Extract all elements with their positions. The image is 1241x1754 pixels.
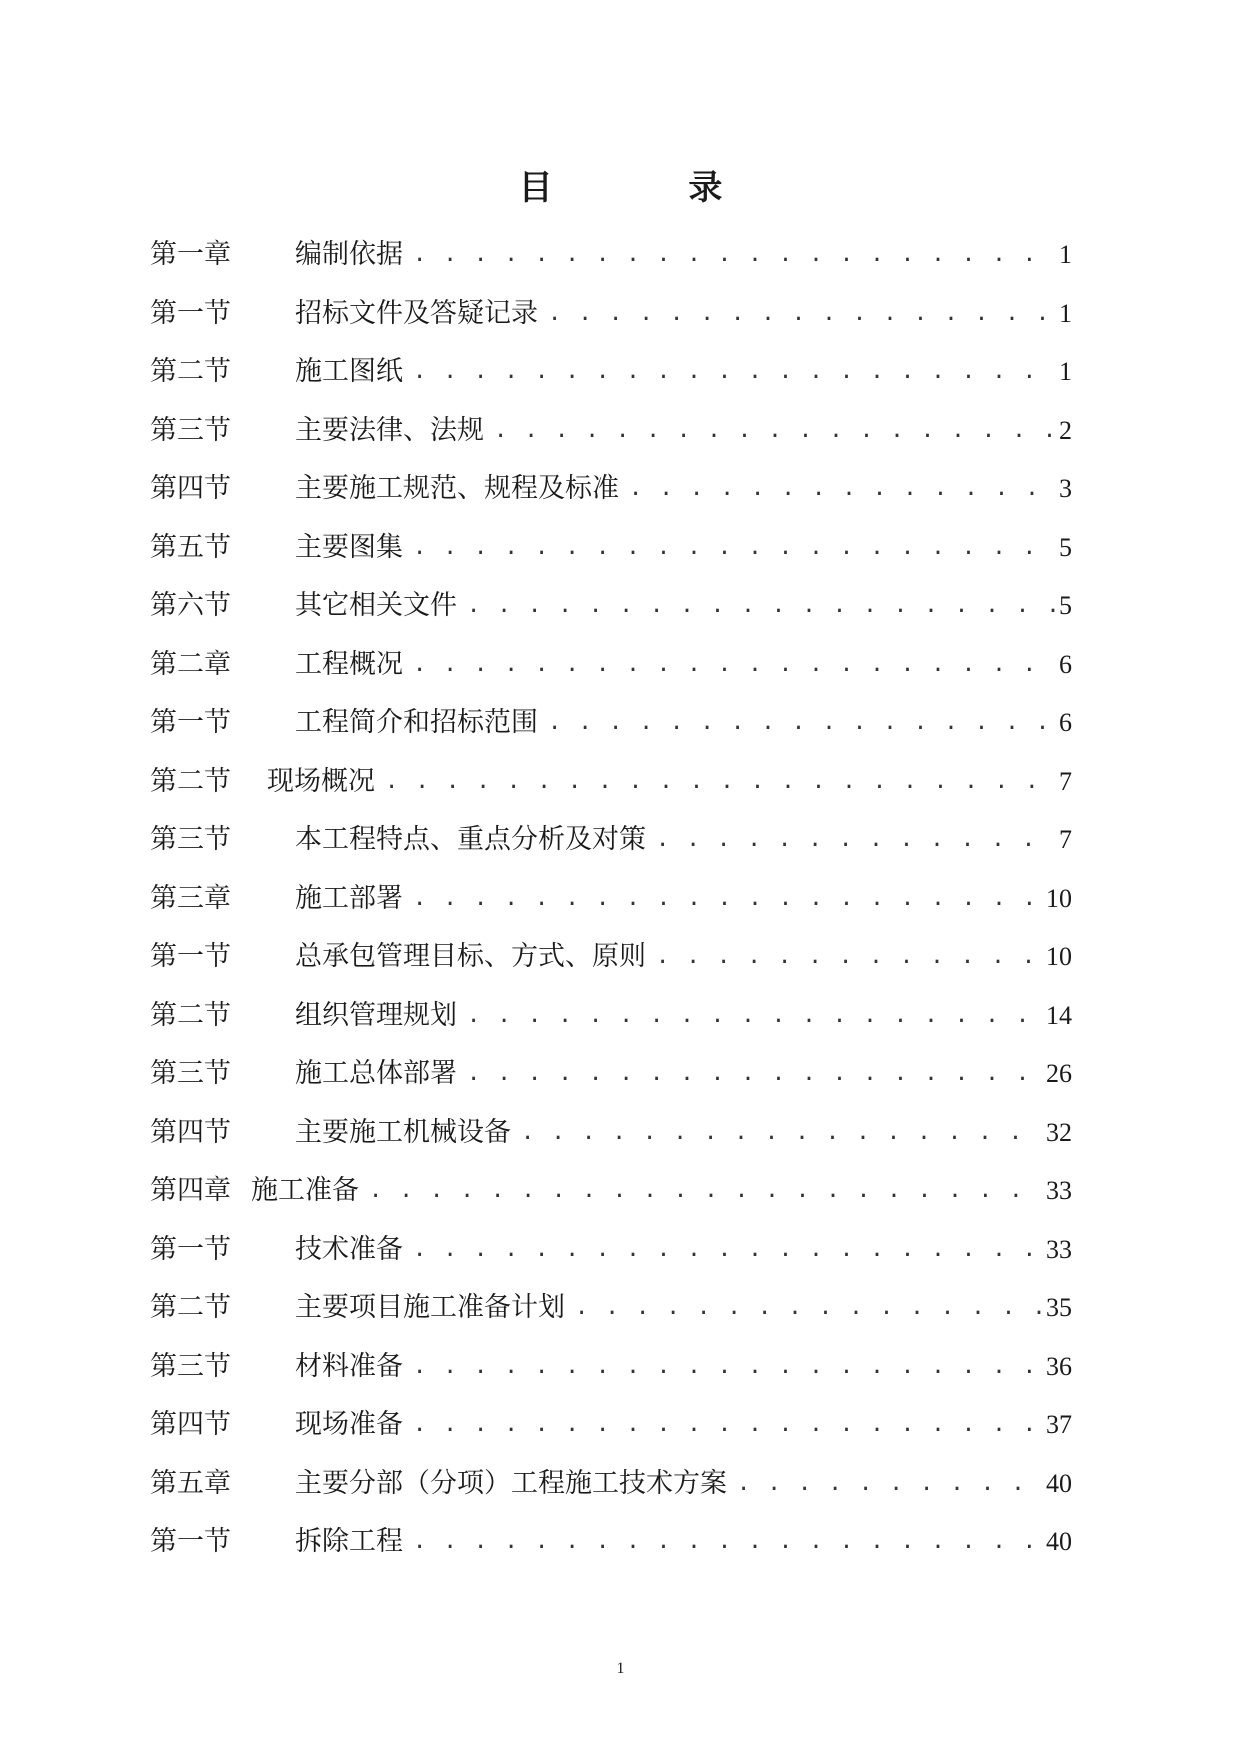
toc-entry-title: 工程简介和招标范围 (295, 707, 538, 738)
toc-entry-number: 第二节 (150, 765, 231, 797)
toc-entry-title: 现场准备 (295, 1409, 403, 1440)
toc-entry[interactable] (150, 767, 1072, 826)
toc-entry-title: 主要项目施工准备计划 (295, 1292, 565, 1323)
dot-leader (413, 1410, 1042, 1440)
toc-entry[interactable] (150, 1235, 1072, 1294)
toc-entry-title: 技术准备 (295, 1233, 403, 1265)
toc-entry-page: 33 (1046, 1176, 1072, 1205)
toc-entry[interactable] (150, 825, 1072, 884)
toc-entry[interactable] (150, 416, 1072, 475)
dot-leader (494, 416, 1055, 446)
toc-entry-title: 施工准备 (251, 1175, 359, 1206)
toc-entry-number: 第三章 (150, 882, 231, 914)
toc-entry-number: 第三节 (150, 824, 231, 855)
toc-entry-page: 7 (1059, 766, 1072, 796)
toc-entry-number: 第四节 (150, 1409, 231, 1440)
dot-leader (656, 825, 1055, 855)
toc-entry-number: 第四章 (150, 1175, 231, 1206)
dot-leader (467, 1001, 1042, 1031)
toc-entry-number: 第三节 (150, 1350, 231, 1382)
dot-leader (413, 1527, 1042, 1557)
toc-entry-page: 10 (1046, 942, 1072, 971)
toc-entry[interactable] (150, 708, 1072, 767)
toc-entry[interactable] (150, 1410, 1072, 1469)
toc-entry-title: 总承包管理目标、方式、原则 (295, 941, 646, 972)
toc-entry-number: 第四节 (150, 473, 231, 504)
toc-entry[interactable] (150, 357, 1072, 416)
dot-leader (548, 299, 1055, 329)
dot-leader (413, 650, 1055, 680)
toc-entry[interactable] (150, 1469, 1072, 1528)
toc-entry[interactable] (150, 474, 1072, 533)
toc-entry-title: 招标文件及答疑记录 (295, 297, 538, 329)
toc-entry-title: 施工总体部署 (295, 1058, 457, 1089)
toc-entry-title: 组织管理规划 (295, 999, 457, 1031)
toc-entry-page: 6 (1059, 708, 1072, 737)
dot-leader (413, 533, 1055, 563)
toc-entry-number: 第四节 (150, 1116, 231, 1148)
toc-entry-page: 40 (1046, 1468, 1072, 1498)
toc-entry[interactable] (150, 1059, 1072, 1118)
toc-entry-page: 40 (1046, 1527, 1072, 1556)
toc-entry-page: 1 (1059, 240, 1072, 269)
toc-entry-number: 第二章 (150, 648, 231, 680)
toc-entry-number: 第二节 (150, 356, 231, 387)
toc-entry-title: 拆除工程 (295, 1526, 403, 1557)
toc-entry-number: 第一节 (150, 297, 231, 329)
toc-entry-page: 5 (1059, 591, 1072, 620)
toc-entry[interactable] (150, 650, 1072, 709)
toc-entry-page: 7 (1059, 825, 1072, 854)
toc-entry-number: 第一章 (150, 239, 231, 270)
page-number: 1 (616, 1660, 625, 1677)
toc-entry[interactable] (150, 942, 1072, 1001)
toc-entry-page: 6 (1059, 649, 1072, 679)
toc-entry-page: 10 (1046, 883, 1072, 913)
toc-entry-page: 2 (1059, 415, 1072, 445)
toc-entry-number: 第三节 (150, 414, 231, 446)
toc-entry-title: 工程概况 (295, 648, 403, 680)
toc-entry-page: 33 (1046, 1234, 1072, 1264)
dot-leader (385, 767, 1055, 797)
toc-entry-page: 3 (1059, 474, 1072, 503)
toc-entry-title: 主要法律、法规 (295, 414, 484, 446)
toc-entry-page: 37 (1046, 1410, 1072, 1439)
toc-entry-page: 26 (1046, 1059, 1072, 1088)
toc-entry[interactable] (150, 1118, 1072, 1177)
toc-entry-title: 主要分部（分项）工程施工技术方案 (295, 1467, 727, 1499)
toc-entry-title: 主要图集 (295, 531, 403, 563)
dot-leader (548, 708, 1055, 738)
page-title: 目 录 (518, 168, 785, 208)
toc-entry-title: 其它相关文件 (295, 590, 457, 621)
toc-entry[interactable] (150, 1293, 1072, 1352)
toc-entry-title: 主要施工规范、规程及标准 (295, 473, 619, 504)
toc-entry[interactable] (150, 591, 1072, 650)
dot-leader (629, 474, 1055, 504)
toc-entry[interactable] (150, 240, 1072, 299)
dot-leader (413, 240, 1055, 270)
toc-entry-number: 第一节 (150, 707, 231, 738)
dot-leader (467, 1059, 1042, 1089)
toc-entry[interactable] (150, 1001, 1072, 1060)
toc-entry-title: 现场概况 (267, 765, 375, 797)
toc-entry[interactable] (150, 533, 1072, 592)
toc-entry-number: 第二节 (150, 1292, 231, 1323)
toc-entry-page: 36 (1046, 1351, 1072, 1381)
dot-leader (656, 942, 1042, 972)
toc-entry-title: 编制依据 (295, 239, 403, 270)
toc-entry-page: 32 (1046, 1117, 1072, 1147)
toc-entry-title: 主要施工机械设备 (295, 1116, 511, 1148)
toc-entry-number: 第三节 (150, 1058, 231, 1089)
toc-entry-title: 施工图纸 (295, 356, 403, 387)
toc-entry-number: 第二节 (150, 999, 231, 1031)
toc-entry-number: 第六节 (150, 590, 231, 621)
toc-entry[interactable] (150, 1176, 1072, 1235)
dot-leader (575, 1293, 1042, 1323)
toc-entry-number: 第一节 (150, 941, 231, 972)
toc-entry-number: 第五章 (150, 1467, 231, 1499)
toc-entry-number: 第五节 (150, 531, 231, 563)
dot-leader (413, 884, 1042, 914)
toc-entry-page: 5 (1059, 532, 1072, 562)
toc-entry-page: 14 (1046, 1000, 1072, 1030)
toc-entry-title: 材料准备 (295, 1350, 403, 1382)
dot-leader (521, 1118, 1042, 1148)
dot-leader (467, 591, 1055, 621)
dot-leader (413, 1235, 1042, 1265)
toc-entry[interactable] (150, 1527, 1072, 1586)
toc-entry-title: 本工程特点、重点分析及对策 (295, 824, 646, 855)
toc-entry-page: 1 (1059, 357, 1072, 386)
toc-entry-number: 第一节 (150, 1233, 231, 1265)
dot-leader (413, 1352, 1042, 1382)
toc-entry-page: 35 (1046, 1293, 1072, 1322)
toc-entry[interactable] (150, 884, 1072, 943)
table-of-contents (150, 240, 1072, 1586)
dot-leader (413, 357, 1055, 387)
toc-entry-title: 施工部署 (295, 882, 403, 914)
dot-leader (369, 1176, 1042, 1206)
toc-entry-page: 1 (1059, 298, 1072, 328)
toc-entry[interactable] (150, 1352, 1072, 1411)
toc-entry-number: 第一节 (150, 1526, 231, 1557)
dot-leader (737, 1469, 1042, 1499)
toc-entry[interactable] (150, 299, 1072, 358)
